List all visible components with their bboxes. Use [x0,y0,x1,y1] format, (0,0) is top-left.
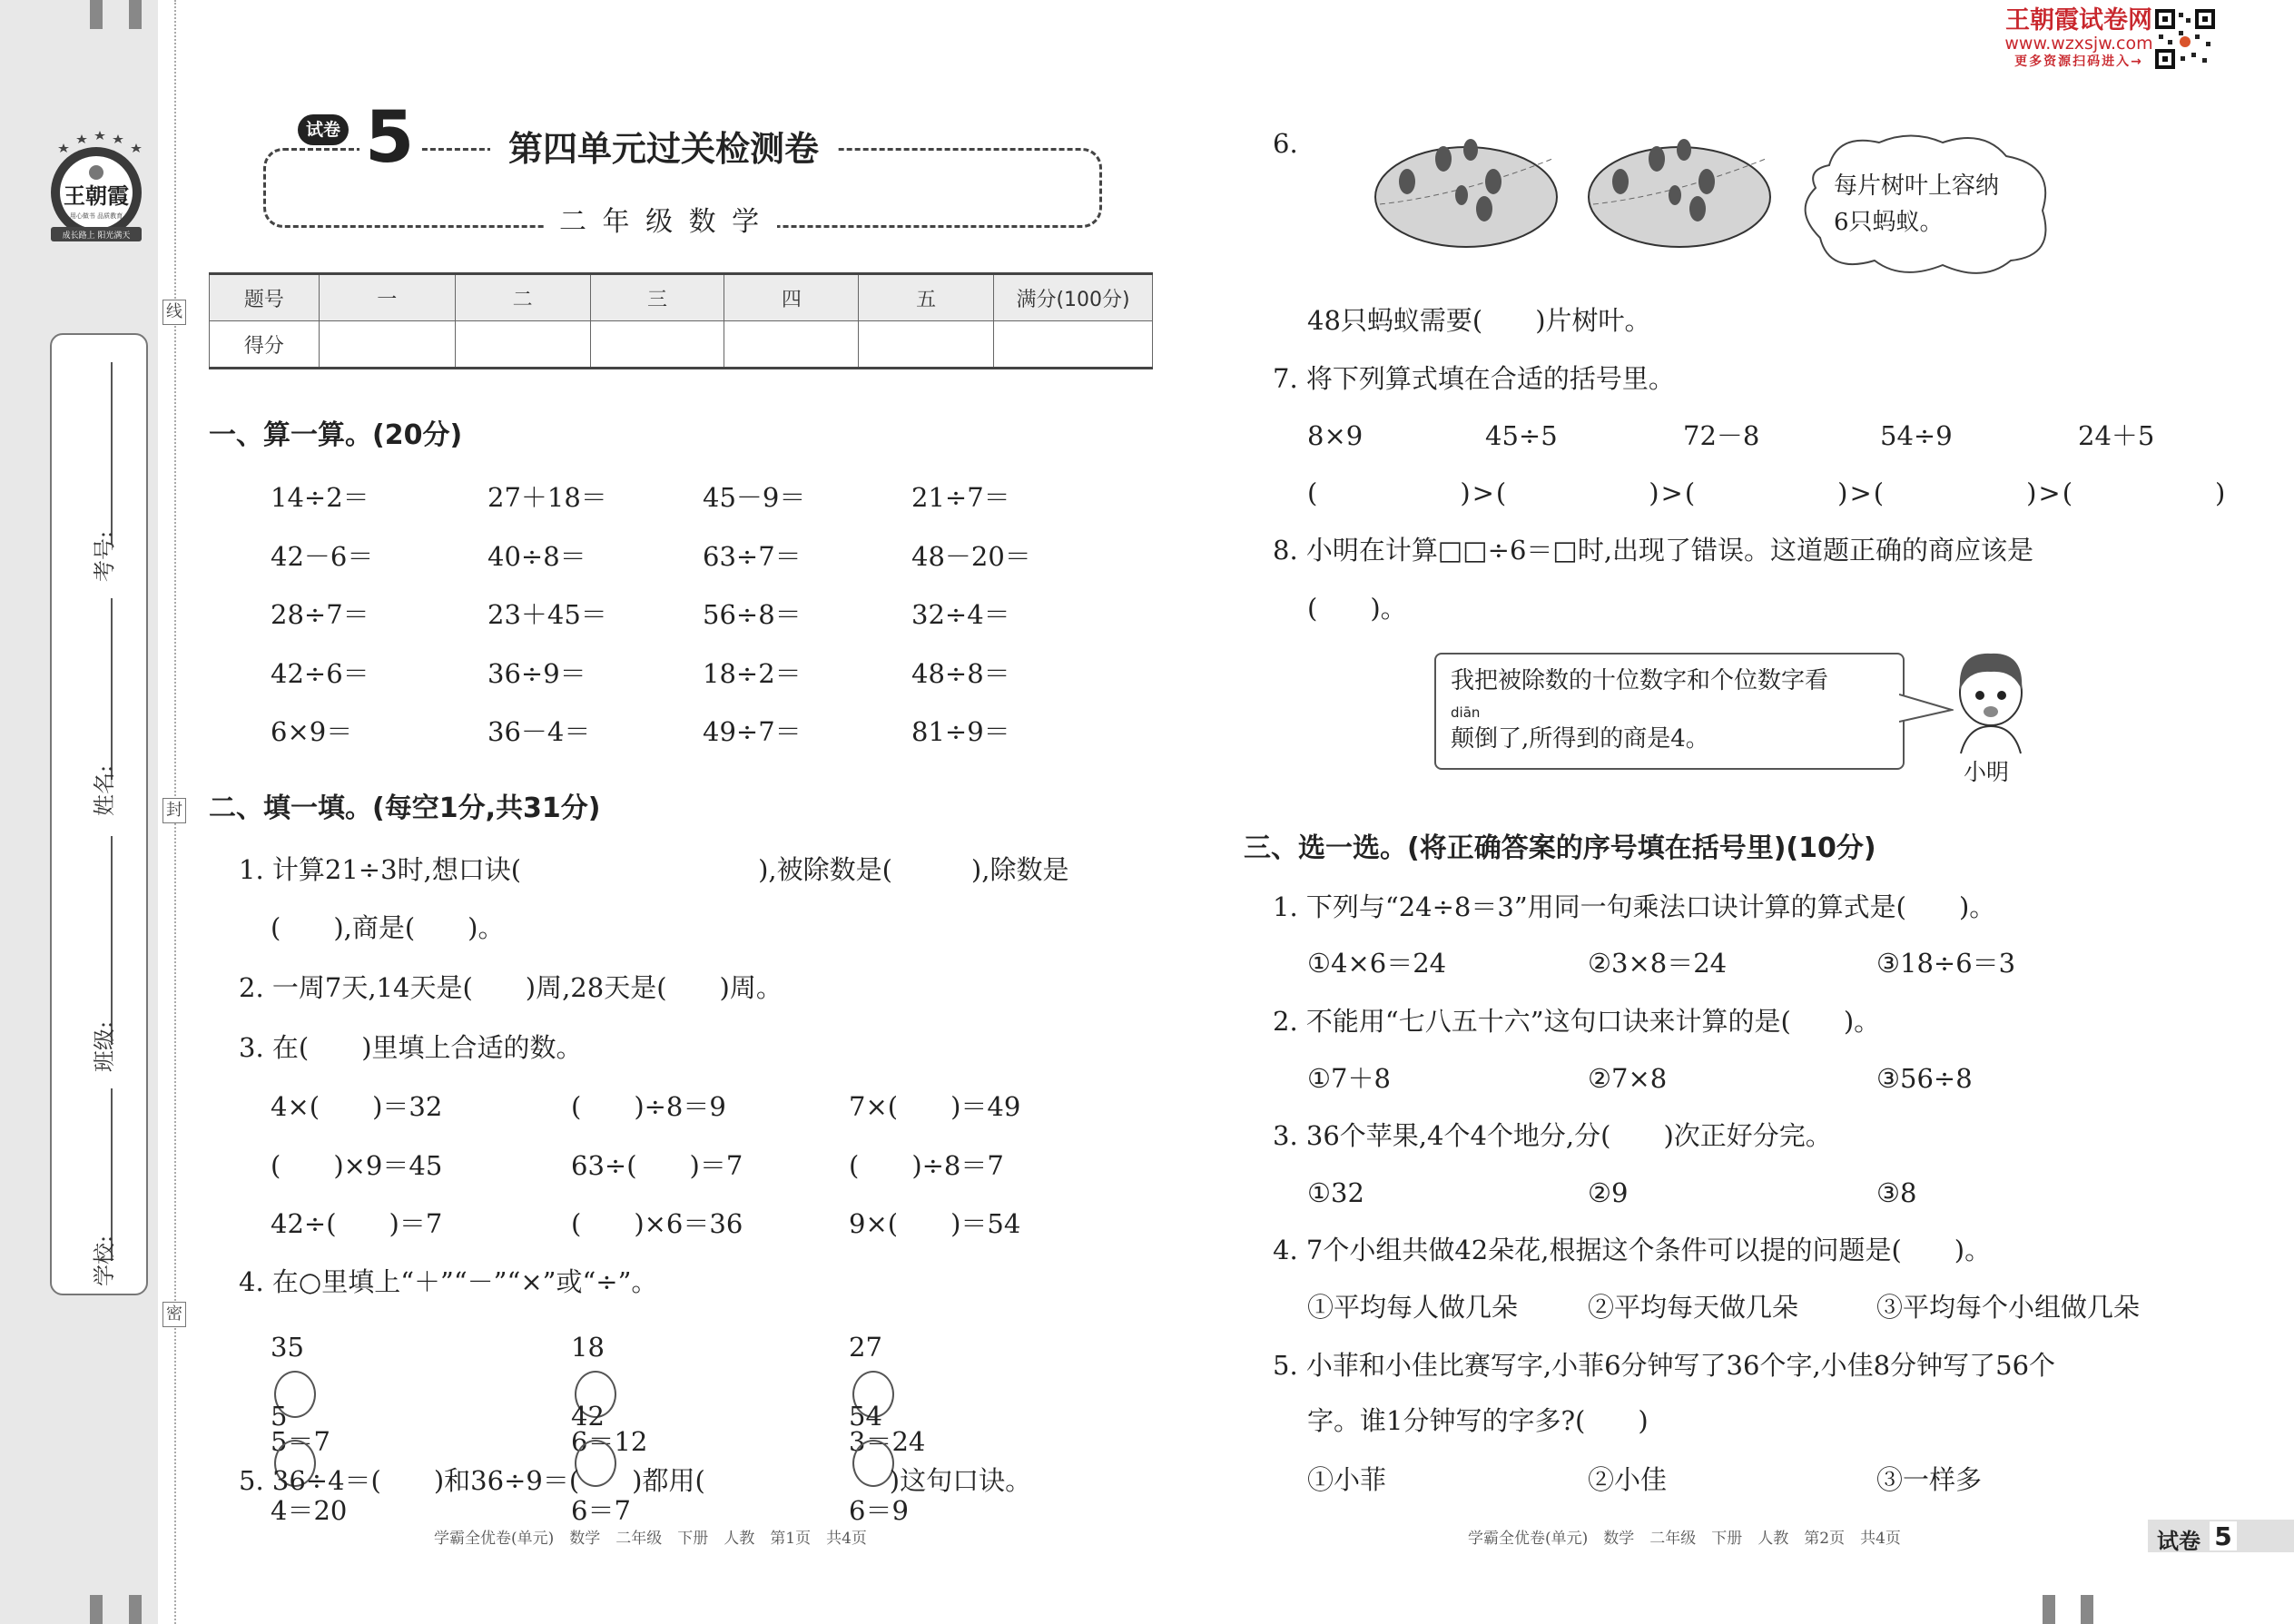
answer-option: ②平均每天做几朵 [1588,1292,1799,1323]
bubble-text-line2: 颠倒了,所得到的商是4。 [1451,725,1709,753]
operand-right: 6＝12 [571,1426,648,1457]
s2-question-7-order: ( )>( )>( )>( )>( ) [1307,477,2228,508]
footer-left: 学霸全优卷(单元) 数学 二年级 下册 人教 第1页 共4页 [434,1530,867,1548]
fill-blank-problem: 42÷( )＝7 [271,1208,443,1239]
crop-mark [129,0,142,29]
calc-problem: 18÷2＝ [703,657,802,689]
expression: 8×9 [1307,420,1364,451]
operand-right: 4＝20 [271,1495,348,1526]
s2-question-1: 1. 计算21÷3时,想口诀( ),被除数是( ),除数是 [239,854,1069,885]
s3-question-4-options [1307,1292,2203,1323]
exam-tab-number: 5 [2210,1521,2237,1550]
s2-question-8: 8. 小明在计算□□÷6＝□时,出现了错误。这道题正确的商应该是 [1273,535,2034,566]
logo-ribbon: 成长路上 阳光满天 [62,231,131,241]
score-cell[interactable] [724,321,859,369]
section3-title: 三、选一选。(将正确答案的序号填在括号里)(10分) [1244,832,1876,864]
operand-right: 6＝7 [571,1495,631,1526]
crop-mark [2043,1595,2055,1624]
expression: 24＋5 [2078,420,2155,451]
bubble-text-line1: 我把被除数的十位数字和个位数字看 [1451,667,1829,694]
expression: 72－8 [1683,420,1760,451]
fill-blank-problem: ( )÷8＝9 [571,1091,726,1122]
score-cell[interactable] [590,321,724,369]
crop-mark [129,1595,142,1624]
leaves-with-ants-illustration [1371,132,1779,254]
name-line[interactable] [111,598,113,780]
page-subtitle: 二 年 级 数 学 [545,205,777,240]
answer-option: ③8 [1876,1177,1917,1208]
leaf-icon [1589,139,1770,247]
calc-problem: 6×9＝ [271,716,353,747]
calc-problem: 49÷7＝ [703,716,802,747]
page-title: 第四单元过关检测卷 [490,127,837,171]
calc-problem: 32÷4＝ [911,599,1010,630]
answer-option: ①7＋8 [1307,1063,1391,1094]
score-header-cell: 三 [590,274,724,321]
calc-problem: 14÷2＝ [271,482,369,513]
answer-option: ③一样多 [1876,1464,1983,1495]
calc-problem: 81÷9＝ [911,716,1010,747]
calc-problem: 28÷7＝ [271,599,369,630]
expression: 54÷9 [1880,420,1953,451]
brand-block [1997,7,2161,71]
speaker-name: 小明 [1964,759,2010,785]
operator-problem [271,1324,571,1457]
class-line[interactable] [111,836,113,1045]
footer-right: 学霸全优卷(单元) 数学 二年级 下册 人教 第2页 共4页 [1468,1530,1901,1548]
calc-problem: 45－9＝ [703,482,806,513]
fill-blank-problem: ( )÷8＝7 [849,1149,1004,1181]
logo-name: 王朝霞 [64,182,129,209]
s2-question-6: 48只蚂蚁需要( )片树叶。 [1307,305,1651,336]
fill-blank-problem: 7×( )＝49 [849,1091,1021,1122]
leaf-icon [1375,139,1557,247]
answer-option: ②9 [1588,1177,1629,1208]
brand-url[interactable]: www.wzxsjw.com [2004,34,2153,54]
answer-option: ③18÷6＝3 [1876,948,2016,979]
answer-option: ②7×8 [1588,1063,1668,1094]
answer-option: ②小佳 [1588,1464,1668,1495]
s3-question-3-options [1307,1177,2203,1208]
score-cell[interactable] [319,321,455,369]
s3-question-1-options [1307,948,2203,979]
score-table [209,272,1153,369]
answer-option: ③56÷8 [1876,1063,1973,1094]
score-header-cell: 一 [319,274,455,321]
calc-problem: 48－20＝ [911,540,1031,572]
fill-blank-problem: ( )×9＝45 [271,1149,443,1181]
answer-option: ①平均每人做几朵 [1307,1292,1519,1323]
thought-cloud [1793,129,2061,281]
operand-left: 42 [571,1401,605,1432]
binding-mark-seal: 封 [162,798,186,823]
s2-question-4: 4. 在○里填上“＋”“－”“×”或“÷”。 [239,1266,658,1297]
speech-bubble-tail [1899,690,1954,726]
brand-name: 王朝霞试卷网 [2005,6,2152,34]
exam-tab-label: 试卷 [2157,1529,2200,1554]
exam-number: 5 [359,102,419,174]
operand-left: 27 [849,1332,882,1363]
name-label: 姓名: [92,764,117,816]
s3-question-3: 3. 36个苹果,4个4个地分,分( )次正好分完。 [1273,1120,1832,1151]
s2-question-5: 5. 36÷4＝( )和36÷9＝( )都用( )这句口诀。 [239,1465,1032,1496]
calc-problem: 36－4＝ [487,716,591,747]
operand-left: 35 [271,1332,304,1363]
fill-blank-problem: 63÷( )＝7 [571,1149,743,1181]
operand-right: 3＝24 [849,1426,926,1457]
cloud-text-line2: 6只蚂蚁。 [1834,209,1944,236]
score-table-header-row [210,274,1153,321]
calc-problem: 48÷8＝ [911,657,1010,689]
calc-problem: 27＋18＝ [487,482,607,513]
class-label: 班级: [92,1020,117,1072]
fill-blank-problem: 4×( )＝32 [271,1091,443,1122]
calc-problem: 42÷6＝ [271,657,369,689]
crop-mark [90,1595,103,1624]
crop-mark [90,0,103,29]
answer-option: ①32 [1307,1177,1364,1208]
operand-left: 18 [571,1332,605,1363]
calc-problem: 42－6＝ [271,540,374,572]
s2-question-6-number: 6. [1273,128,1298,159]
exam-number-line[interactable] [111,362,113,544]
score-header-cell: 满分(100分) [994,274,1153,321]
s2-question-1-cont: ( ),商是( )。 [271,912,505,943]
calc-problem: 23＋45＝ [487,599,607,630]
expression: 45÷5 [1485,420,1558,451]
score-header-cell: 题号 [210,274,320,321]
binding-mark-line: 线 [162,300,186,325]
s3-question-4: 4. 7个小组共做42朵花,根据这个条件可以提的问题是( )。 [1273,1235,1992,1265]
brand-cta: 更多资源扫码进入→ [2014,54,2143,69]
score-row-label: 得分 [210,321,320,369]
s3-question-5: 5. 小菲和小佳比赛写字,小菲6分钟写了36个字,小佳8分钟写了56个 [1273,1350,2056,1381]
calc-problem: 63÷7＝ [703,540,802,572]
crop-mark [2081,1595,2093,1624]
boy-avatar [1950,643,2032,756]
s2-question-7-expressions [1307,420,2187,457]
s3-question-2-options [1307,1063,2203,1094]
s2-question-2: 2. 一周7天,14天是( )周,28天是( )周。 [239,972,783,1003]
operator-problem [271,1393,571,1526]
score-header-cell: 四 [724,274,859,321]
score-cell[interactable] [455,321,590,369]
section1-title: 一、算一算。(20分) [209,419,463,451]
wangzhaoxia-logo [40,127,153,254]
answer-option: ②3×8＝24 [1588,948,1728,979]
section2-title: 二、填一填。(每空1分,共31分) [209,792,601,824]
section1-problems [271,482,1120,775]
s3-question-1: 1. 下列与“24÷8＝3”用同一句乘法口诀计算的算式是( )。 [1273,891,1996,922]
s2-question-3: 3. 在( )里填上合适的数。 [239,1032,583,1063]
bubble-pinyin: diān [1451,704,1481,721]
fill-blank-problem: ( )×6＝36 [571,1208,743,1239]
score-cell[interactable] [994,321,1153,369]
score-header-cell: 二 [455,274,590,321]
student-info-box [50,333,148,1295]
answer-option: ①小菲 [1307,1464,1387,1495]
binding-mark-secret: 密 [162,1302,186,1327]
calc-problem: 40÷8＝ [487,540,586,572]
calc-problem: 21÷7＝ [911,482,1010,513]
answer-option: ③平均每个小组做几朵 [1876,1292,2141,1323]
fill-blank-problem: 9×( )＝54 [849,1208,1021,1239]
s2-question-3-problems [271,1091,1121,1267]
exam-number-label: 考号: [92,530,117,582]
exam-badge: 试卷 [298,114,349,145]
s3-question-5-cont: 字。谁1分钟写的字多?( ) [1307,1405,1649,1436]
school-label: 学校: [92,1235,117,1286]
operand-left: 54 [849,1401,882,1432]
score-table-row [210,321,1153,369]
qr-code-icon[interactable] [2155,9,2215,69]
logo-tagline: 用心做书 品质教育 [69,212,123,220]
operator-problem [571,1393,849,1526]
exam-tab [2148,1520,2294,1552]
s2-question-7: 7. 将下列算式填在合适的括号里。 [1273,363,1675,394]
operand-right: 5＝7 [271,1426,330,1457]
score-header-cell: 五 [859,274,994,321]
operand-left: 5 [271,1401,288,1432]
score-cell[interactable] [859,321,994,369]
calc-problem: 36÷9＝ [487,657,586,689]
answer-option: ①4×6＝24 [1307,948,1447,979]
s3-question-5-options [1307,1464,2203,1495]
s3-question-2: 2. 不能用“七八五十六”这句口诀来计算的是( )。 [1273,1006,1881,1037]
s2-question-8-cont: ( )。 [1307,593,1407,624]
operator-problem [849,1393,1121,1526]
operand-right: 6＝9 [849,1495,909,1526]
calc-problem: 56÷8＝ [703,599,802,630]
cloud-text-line1: 每片树叶上容纳 [1834,172,2000,200]
